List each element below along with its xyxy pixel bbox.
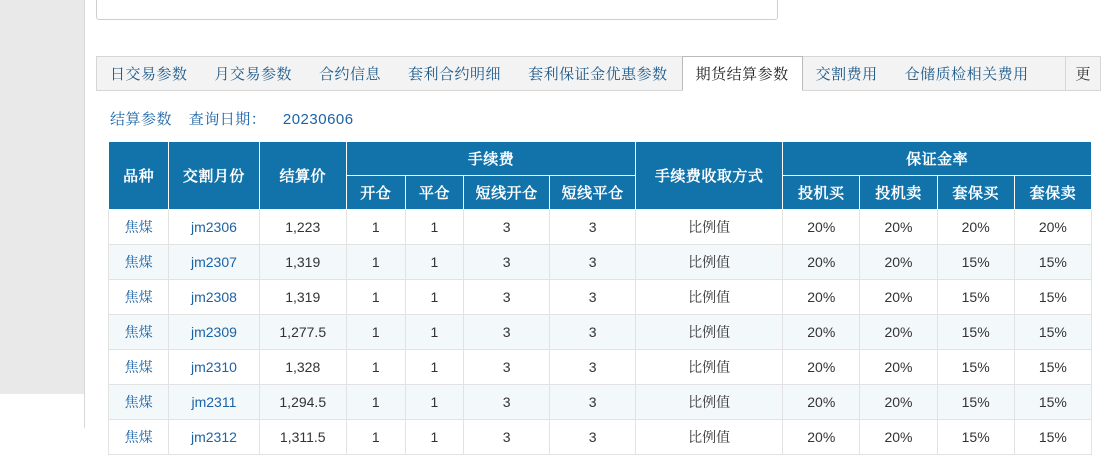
cell-hedge-sell: 15%: [1014, 280, 1091, 315]
cell-short-open: 3: [464, 245, 550, 280]
table-row[interactable]: [109, 350, 1092, 385]
settlement-title: 结算参数: [110, 111, 173, 128]
table-row[interactable]: [109, 245, 1092, 280]
cell-spec-sell: 20%: [860, 245, 937, 280]
cell-settlement-price: 1,223: [259, 210, 346, 245]
th-group-margin-rate: 保证金率: [783, 142, 1092, 176]
tab-bar: [96, 56, 1101, 91]
table-row[interactable]: [109, 315, 1092, 350]
cell-product: 焦煤: [109, 350, 169, 385]
cell-spec-buy: 20%: [783, 245, 860, 280]
cell-open: 1: [346, 315, 405, 350]
th-spec-sell: 投机卖: [860, 176, 937, 210]
cell-settlement-price: 1,277.5: [259, 315, 346, 350]
tab-label: 仓储质检相关费用: [904, 66, 1029, 83]
cell-delivery-month: jm2306: [169, 210, 259, 245]
cell-hedge-buy: 15%: [937, 315, 1014, 350]
cell-product: 焦煤: [109, 245, 169, 280]
cell-hedge-buy: 15%: [937, 420, 1014, 455]
cell-delivery-month: jm2308: [169, 280, 259, 315]
tab-label: 日交易参数: [110, 66, 188, 83]
cell-short-open: 3: [464, 420, 550, 455]
th-close: 平仓: [405, 176, 464, 210]
th-short-close: 短线平仓: [550, 176, 636, 210]
cell-short-open: 3: [464, 210, 550, 245]
cell-fee-method: 比例值: [636, 315, 783, 350]
cell-settlement-price: 1,328: [259, 350, 346, 385]
cell-short-close: 3: [550, 385, 636, 420]
top-input-box[interactable]: [96, 0, 778, 20]
tab-label: 月交易参数: [214, 66, 293, 83]
left-gutter-bottom: [0, 394, 84, 428]
cell-spec-sell: 20%: [860, 350, 937, 385]
cell-delivery-month: jm2309: [169, 315, 259, 350]
table-row[interactable]: [109, 385, 1092, 420]
cell-spec-sell: 20%: [860, 210, 937, 245]
th-settlement-price: 结算价: [259, 142, 346, 210]
table-header-row-1: [109, 142, 1092, 176]
cell-open: 1: [346, 420, 405, 455]
table-row[interactable]: [109, 280, 1092, 315]
cell-open: 1: [346, 350, 405, 385]
cell-product: 焦煤: [109, 280, 169, 315]
cell-hedge-buy: 15%: [937, 245, 1014, 280]
cell-open: 1: [346, 210, 405, 245]
cell-settlement-price: 1,319: [259, 245, 346, 280]
cell-close: 1: [405, 420, 464, 455]
cell-settlement-price: 1,294.5: [259, 385, 346, 420]
cell-spec-sell: 20%: [860, 385, 937, 420]
cell-short-open: 3: [464, 385, 550, 420]
cell-product: 焦煤: [109, 210, 169, 245]
table-head: [109, 142, 1092, 210]
cell-spec-sell: 20%: [860, 280, 937, 315]
cell-delivery-month: jm2307: [169, 245, 259, 280]
cell-close: 1: [405, 280, 464, 315]
cell-spec-buy: 20%: [783, 385, 860, 420]
left-gutter: [0, 0, 85, 428]
cell-close: 1: [405, 350, 464, 385]
cell-hedge-buy: 15%: [937, 350, 1014, 385]
cell-short-open: 3: [464, 315, 550, 350]
tab-label: 交割费用: [815, 66, 878, 83]
cell-short-close: 3: [550, 280, 636, 315]
th-hedge-buy: 套保买: [937, 176, 1014, 210]
cell-close: 1: [405, 210, 464, 245]
cell-fee-method: 比例值: [636, 210, 783, 245]
cell-short-open: 3: [464, 350, 550, 385]
cell-hedge-buy: 15%: [937, 385, 1014, 420]
tab-5[interactable]: [682, 56, 803, 91]
cell-hedge-sell: 15%: [1014, 350, 1091, 385]
cell-spec-sell: 20%: [860, 315, 937, 350]
cell-open: 1: [346, 245, 405, 280]
th-fee-method: 手续费收取方式: [636, 142, 783, 210]
cell-close: 1: [405, 245, 464, 280]
cell-hedge-buy: 20%: [937, 210, 1014, 245]
cell-close: 1: [405, 385, 464, 420]
table-row[interactable]: [109, 420, 1092, 455]
cell-close: 1: [405, 315, 464, 350]
th-spec-buy: 投机买: [783, 176, 860, 210]
th-short-open: 短线开仓: [464, 176, 550, 210]
cell-product: 焦煤: [109, 385, 169, 420]
cell-spec-buy: 20%: [783, 210, 860, 245]
cell-hedge-sell: 15%: [1014, 420, 1091, 455]
cell-short-open: 3: [464, 280, 550, 315]
query-date-label: 查询日期：: [188, 111, 267, 128]
tab-label: 套利合约明细: [408, 66, 502, 83]
cell-hedge-sell: 15%: [1014, 245, 1091, 280]
cell-product: 焦煤: [109, 315, 169, 350]
cell-spec-buy: 20%: [783, 280, 860, 315]
th-open: 开仓: [346, 176, 405, 210]
th-hedge-sell: 套保卖: [1014, 176, 1091, 210]
tab-label: 套利保证金优惠参数: [528, 66, 668, 83]
more-tabs-button[interactable]: 更: [1065, 57, 1100, 90]
settlement-params-table-wrap: [108, 141, 1092, 455]
tab-4[interactable]: [515, 57, 682, 90]
tab-3[interactable]: [395, 57, 515, 90]
cell-settlement-price: 1,311.5: [259, 420, 346, 455]
table-row[interactable]: [109, 210, 1092, 245]
cell-spec-buy: 20%: [783, 315, 860, 350]
cell-settlement-price: 1,319: [259, 280, 346, 315]
cell-open: 1: [346, 280, 405, 315]
cell-open: 1: [346, 385, 405, 420]
cell-short-close: 3: [550, 245, 636, 280]
cell-delivery-month: jm2311: [169, 385, 259, 420]
tab-label: 合约信息: [319, 66, 382, 83]
cell-spec-buy: 20%: [783, 420, 860, 455]
tab-2[interactable]: [306, 57, 395, 90]
cell-delivery-month: jm2310: [169, 350, 259, 385]
tab-6[interactable]: [803, 57, 892, 90]
cell-fee-method: 比例值: [636, 245, 783, 280]
tab-7[interactable]: [892, 57, 1043, 90]
query-date-value: 20230606: [282, 111, 354, 128]
cell-fee-method: 比例值: [636, 350, 783, 385]
cell-hedge-buy: 15%: [937, 280, 1014, 315]
th-delivery-month: 交割月份: [169, 142, 259, 210]
cell-delivery-month: jm2312: [169, 420, 259, 455]
cell-hedge-sell: 15%: [1014, 385, 1091, 420]
cell-hedge-sell: 15%: [1014, 315, 1091, 350]
tab-label: 期货结算参数: [695, 66, 789, 83]
cell-short-close: 3: [550, 420, 636, 455]
cell-fee-method: 比例值: [636, 280, 783, 315]
tab-0[interactable]: [97, 57, 202, 90]
cell-short-close: 3: [550, 210, 636, 245]
cell-short-close: 3: [550, 350, 636, 385]
tab-1[interactable]: [202, 57, 307, 90]
cell-spec-buy: 20%: [783, 350, 860, 385]
cell-hedge-sell: 20%: [1014, 210, 1091, 245]
th-group-fee: 手续费: [346, 142, 635, 176]
settlement-info-line: [110, 108, 366, 129]
cell-fee-method: 比例值: [636, 385, 783, 420]
table-body: [109, 210, 1092, 455]
settlement-params-table: [108, 141, 1092, 455]
cell-fee-method: 比例值: [636, 420, 783, 455]
th-product: 品种: [109, 142, 169, 210]
cell-product: 焦煤: [109, 420, 169, 455]
cell-short-close: 3: [550, 315, 636, 350]
cell-spec-sell: 20%: [860, 420, 937, 455]
